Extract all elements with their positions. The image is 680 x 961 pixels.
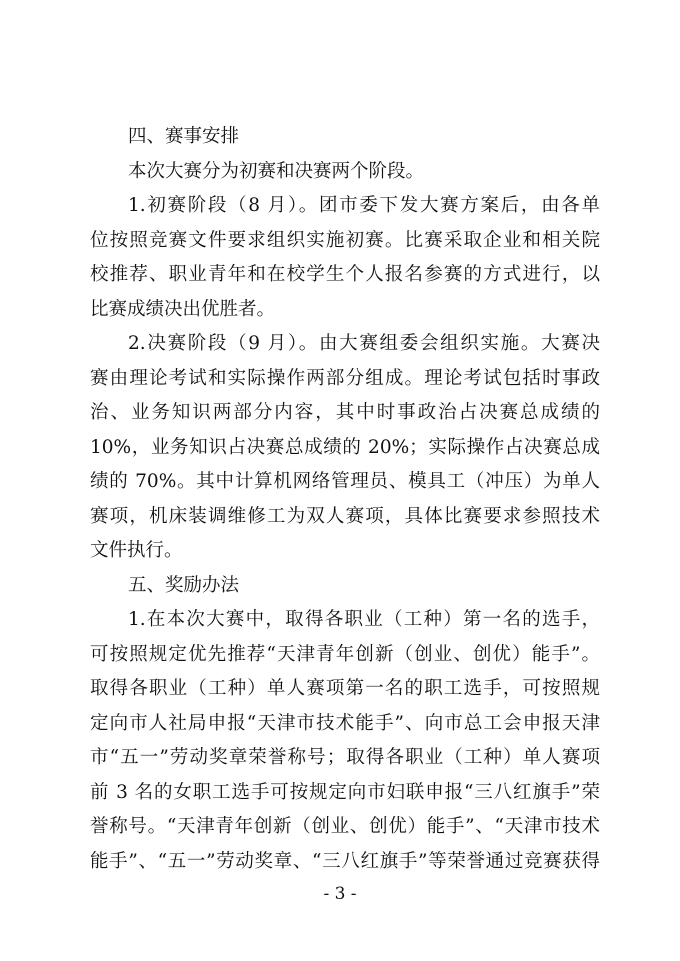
paragraph-line: 前 3 名的女职工选手可按规定向市妇联申报“三八红旗手”荣 bbox=[90, 781, 600, 803]
document-body bbox=[90, 120, 600, 879]
paragraph-line: 文件执行。 bbox=[90, 540, 183, 561]
paragraph-line: 本次大赛分为初赛和决赛两个阶段。 bbox=[128, 160, 425, 182]
paragraph-line: 能手”、“五一”劳动奖章、“三八红旗手”等荣誉通过竞赛获得 bbox=[90, 850, 600, 872]
paragraph-line: 市“五一”劳动奖章荣誉称号；取得各职业（工种）单人赛项 bbox=[90, 747, 600, 768]
paragraph-line: 赛由理论考试和实际操作两部分组成。理论考试包括时事政 bbox=[90, 367, 600, 389]
section-heading: 四、赛事安排 bbox=[128, 126, 240, 147]
paragraph-line: 比赛成绩决出优胜者。 bbox=[90, 298, 276, 320]
paragraph-line: 誉称号。“天津青年创新（创业、创优）能手”、“天津市技术 bbox=[90, 816, 600, 837]
page-number: - 3 - bbox=[323, 884, 357, 904]
paragraph-line: 赛项，机床装调维修工为双人赛项，具体比赛要求参照技术 bbox=[90, 505, 600, 527]
paragraph-line: 定向市人社局申报“天津市技术能手”、向市总工会申报天津 bbox=[90, 712, 600, 734]
section-heading: 五、奖励办法 bbox=[128, 574, 240, 596]
paragraph-line: 1.在本次大赛中，取得各职业（工种）第一名的选手， bbox=[128, 609, 600, 630]
paragraph-line: 治、业务知识两部分内容，其中时事政治占决赛总成绩的 bbox=[90, 402, 600, 423]
paragraph-line: 2.决赛阶段（9 月）。由大赛组委会组织实施。大赛决 bbox=[128, 333, 600, 354]
paragraph-line: 取得各职业（工种）单人赛项第一名的职工选手，可按照规 bbox=[90, 678, 600, 699]
paragraph-line: 校推荐、职业青年和在校学生个人报名参赛的方式进行，以 bbox=[90, 264, 600, 285]
paragraph-line: 10%，业务知识占决赛总成绩的 20%；实际操作占决赛总成 bbox=[90, 436, 600, 458]
paragraph-line: 可按照规定优先推荐“天津青年创新（创业、创优）能手”。 bbox=[90, 643, 600, 665]
paragraph-line: 位按照竞赛文件要求组织实施初赛。比赛采取企业和相关院 bbox=[90, 229, 600, 251]
paragraph-line: 1.初赛阶段（8 月）。团市委下发大赛方案后，由各单 bbox=[128, 195, 600, 216]
paragraph-line: 绩的 70%。其中计算机网络管理员、模具工（冲压）为单人 bbox=[90, 471, 600, 492]
